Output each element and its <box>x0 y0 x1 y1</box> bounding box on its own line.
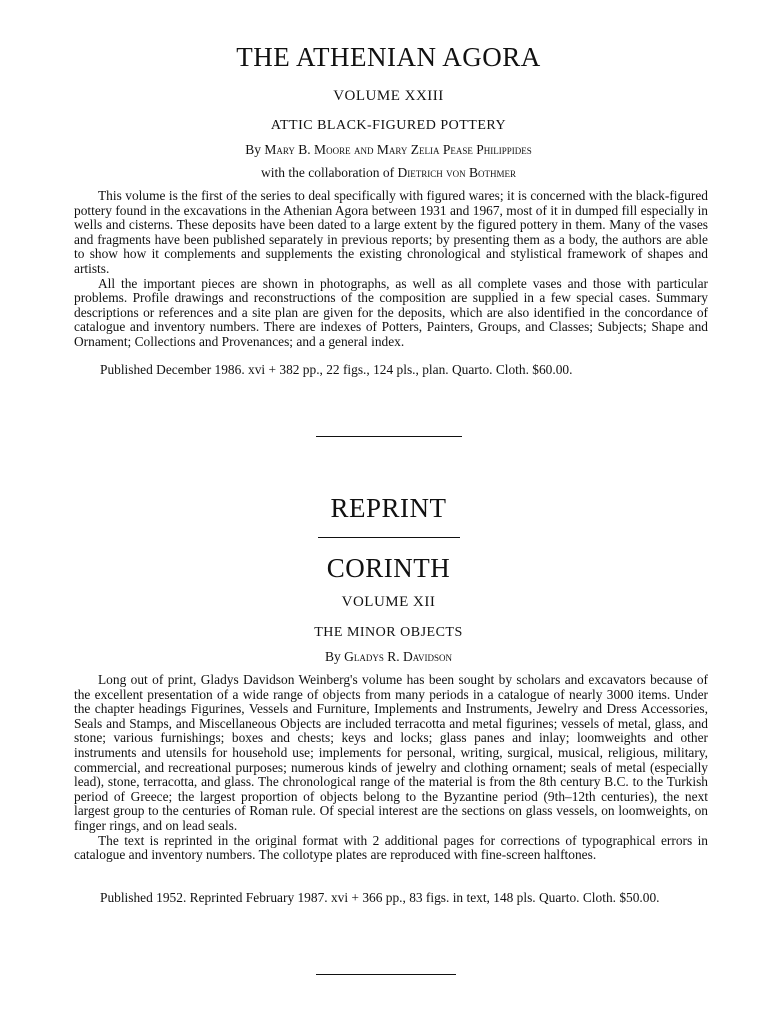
agora-paragraph-1: This volume is the first of the series to deal specifically with figured wares; it is concerned with the black-figured pottery found in the excavations in the Athenian Agora between 1931 and 1967, most of it in dumped fill especially in wells and cisterns. These deposits have been dated to a large extent by the figured pottery in them. Many of the vases and fragments have been published separately in previous reports; by presenting them as a body, the authors are able to show how it complements and supplements the existing chronological and stylistical framework of shapes and artists. <box>74 188 708 276</box>
agora-publication-info: Published December 1986. xvi + 382 pp., 22 figs., 124 pls., plan. Quarto. Cloth. $60.00. <box>100 362 573 377</box>
collaborator: Dietrich von Bothmer <box>397 165 516 180</box>
corinth-title: CORINTH <box>326 553 451 583</box>
by-prefix: By <box>245 142 265 157</box>
corinth-byline <box>0 649 777 665</box>
corinth-subtitle: THE MINOR OBJECTS <box>314 625 463 640</box>
corinth-paragraph-2: The text is reprinted in the original format with 2 additional pages for corrections of typographical errors in catalogue and inventory numbers. The collotype plates are reproduced with fine-screen halftones. <box>74 832 708 863</box>
corinth-publication-info: Published 1952. Reprinted February 1987. xvi + 366 pp., 83 figs. in text, 148 pls. Quarto. Cloth. $50.00. <box>100 890 660 905</box>
author-davidson: Gladys R. Davidson <box>344 649 453 664</box>
by-prefix: By <box>324 649 345 664</box>
reprint-label: REPRINT <box>330 493 447 523</box>
agora-subtitle: ATTIC BLACK-FIGURED POTTERY <box>270 118 507 133</box>
agora-volume: VOLUME XXIII <box>333 88 444 104</box>
corinth-description <box>74 673 708 863</box>
corinth-volume: VOLUME XII <box>341 594 436 610</box>
section-divider-2 <box>316 974 456 975</box>
collab-prefix: with the collaboration of <box>261 165 398 180</box>
author-philippides: Mary Zelia Pease Philippides <box>376 142 532 157</box>
section-divider-1 <box>316 436 462 437</box>
agora-title: THE ATHENIAN AGORA <box>236 42 541 72</box>
agora-collaboration <box>0 165 777 181</box>
reprint-underline <box>318 537 460 538</box>
and-conjunction: and <box>350 142 377 157</box>
corinth-paragraph-1: Long out of print, Gladys Davidson Weinberg's volume has been sought by scholars and excavators because of the excellent presentation of a wide range of objects from many periods in a catalogue of nearly 3000 items. Under the chapter headings Figurines, Vessels and Furniture, Implements and Instruments, Jewelry and Dress Accessories, Seals and Stamps, and Miscellaneous Objects are included terracotta and metal figurines; vessels of metal, glass, and stone; various furnishings; boxes and chests; keys and locks; glass panes and inlay; loomweights and other instruments and utensils for household use; implements for personal, writing, surgical, musical, religious, military, commercial, and recreational purposes; numerous kinds of jewelry and clothing ornament; seals of metal (especially lead), stone, terracotta, and glass. The chronological range of the material is from the 8th century B.C. to the Turkish period of Greece; the largest proportion of objects belong to the Byzantine period (9th–12th centuries), the next largest group to the centuries of Roman rule. Of special interest are the sections on glass vessels, on loomweights, on finger rings, and on lead seals. <box>74 672 708 833</box>
agora-description <box>74 189 708 350</box>
agora-byline <box>0 142 777 158</box>
agora-paragraph-2: All the important pieces are shown in photographs, as well as all complete vases and those with particular problems. Profile drawings and reconstructions of the composition are supplied in a few special cases. Summary descriptions or references and a site plan are given for the deposits, which are also identified in the concordance of catalogue and inventory numbers. There are indexes of Potters, Painters, Groups, and Classes; Subjects; Shape and Ornament; Collections and Provenances; and a general index. <box>74 275 708 349</box>
author-moore: Mary B. Moore <box>264 142 351 157</box>
